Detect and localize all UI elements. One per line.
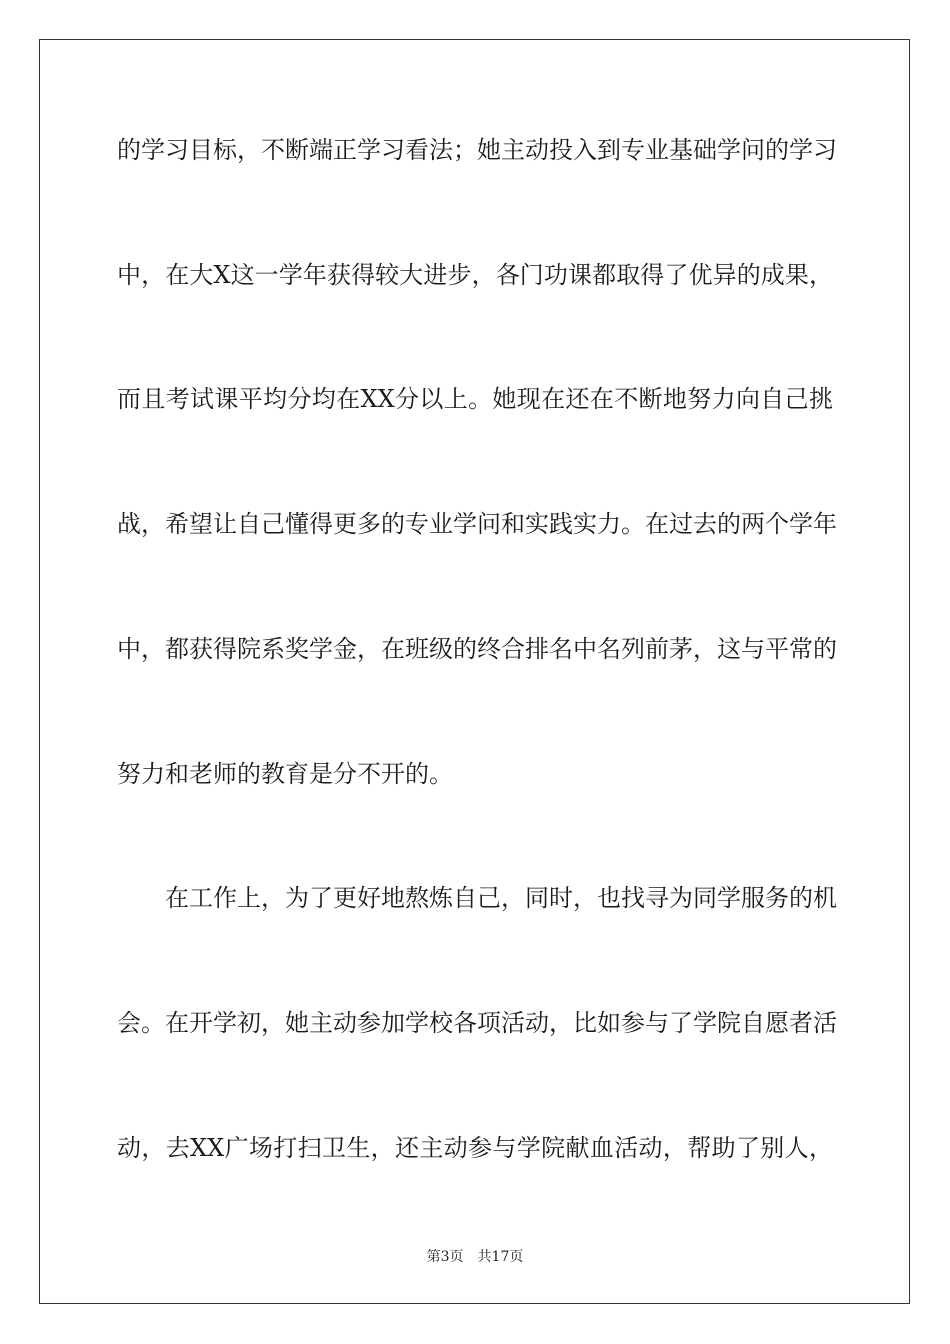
- text-line-2: 中，在大X这一学年获得较大进步，各门功课都取得了优异的成果，: [117, 261, 833, 289]
- text-line-7: 在工作上，为了更好地熬炼自己，同时，也找寻为同学服务的机: [165, 884, 837, 912]
- text-line-9: 动，去XX广场打扫卫生，还主动参与学院献血活动，帮助了别人，: [117, 1134, 833, 1162]
- text-line-8: 会。在开学初，她主动参加学校各项活动，比如参与了学院自愿者活: [117, 1009, 837, 1037]
- text-line-1: 的学习目标，不断端正学习看法；她主动投入到专业基础学问的学习: [117, 136, 837, 164]
- page-footer: [0, 1248, 950, 1266]
- page-number: 第3页: [426, 1249, 464, 1265]
- text-line-4: 战，希望让自己懂得更多的专业学问和实践实力。在过去的两个学年: [117, 510, 837, 538]
- text-line-5: 中，都获得院系奖学金，在班级的终合排名中名列前茅，这与平常的: [117, 635, 837, 663]
- text-line-6: 努力和老师的教育是分不开的。: [117, 760, 453, 788]
- text-line-3: 而且考试课平均分均在XX分以上。她现在还在不断地努力向自己挑: [117, 385, 833, 413]
- page-border: [39, 39, 910, 1304]
- page-total: 共17页: [477, 1249, 524, 1265]
